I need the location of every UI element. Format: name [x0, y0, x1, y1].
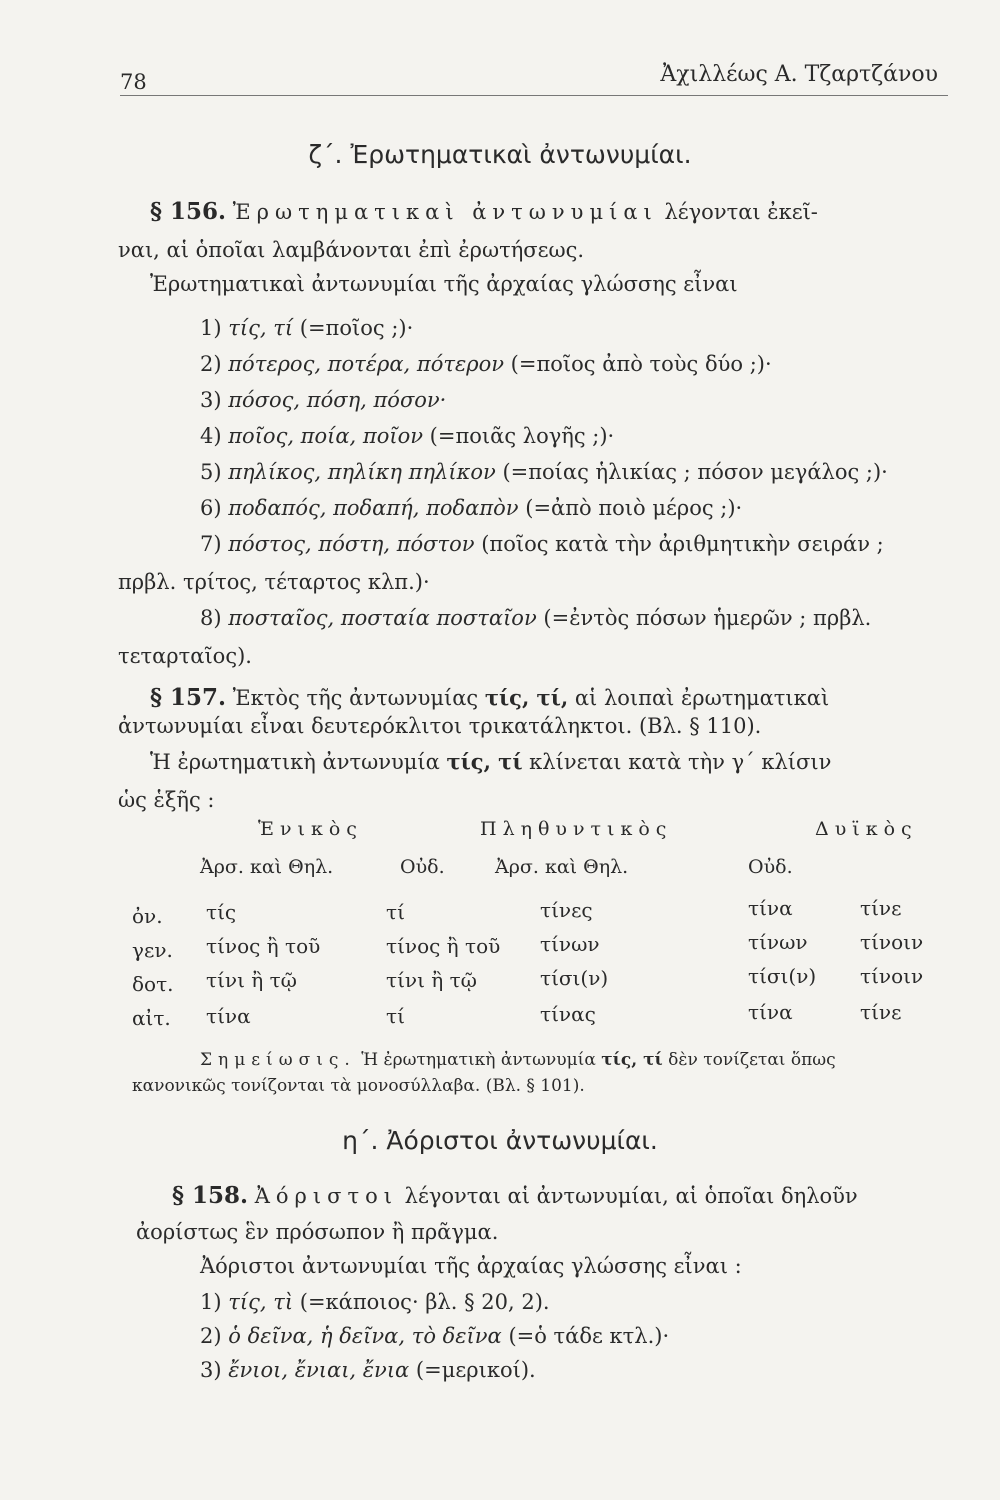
table-cell: τίνι ἢ τῷ — [206, 968, 297, 992]
table-cell: τίνα — [206, 1004, 251, 1028]
page-header — [120, 62, 950, 92]
list-item: 7) πόστος, πόστη, πόστον (ποῖος κατὰ τὴν ἀριθμητικὴν σειράν ; — [200, 532, 884, 556]
list-item: 3) πόσος, πόση, πόσον· — [200, 388, 447, 412]
table-cell: τίνοιν — [860, 964, 924, 988]
table-cell: τί — [386, 1004, 405, 1028]
list-item: 1) τίς, τὶ (=κάποιος· βλ. § 20, 2). — [200, 1290, 550, 1314]
paragraph-156-line-3: Ἐρωτηματικαὶ ἀντωνυμίαι τῆς ἀρχαίας γλώσσης εἶναι — [150, 272, 738, 296]
table-cell-case: γεν. — [132, 938, 173, 962]
list-item-continuation: τεταρταῖος). — [118, 644, 252, 668]
table-cell: τίσι(ν) — [748, 964, 817, 988]
table-cell: τίνων — [540, 932, 600, 956]
table-cell: τί — [386, 900, 405, 924]
table-cell: τίσι(ν) — [540, 966, 609, 990]
paragraph-157-line-3: Ἡ ἐρωτηματικὴ ἀντωνυμία τίς, τί κλίνεται κατὰ τὴν γ΄ κλίσιν — [150, 749, 832, 774]
col-header-gender: Ἀρσ. καὶ Θηλ. — [495, 856, 629, 878]
section-heading-indefinite: η΄. Ἀόριστοι ἀντωνυμίαι. — [342, 1126, 658, 1155]
table-cell: τίνοιν — [860, 930, 924, 954]
col-header-plural: Πληθυντικὸς — [480, 818, 673, 840]
table-cell: τίνος ἢ τοῦ — [386, 934, 501, 958]
paragraph-158-line-2: ἀορίστως ἓν πρόσωπον ἢ πρᾶγμα. — [136, 1220, 499, 1244]
list-item: 6) ποδαπός, ποδαπή, ποδαπὸν (=ἀπὸ ποιὸ μέρος ;)· — [200, 496, 743, 520]
paragraph-156-line-1: § 156. Ἐρωτηματικαὶ ἀντωνυμίαι λέγονται ἐκεῖ- — [150, 198, 818, 225]
paragraph-157-line-2: ἀντωνυμίαι εἶναι δευτερόκλιτοι τρικατάληκτοι. (Βλ. § 110). — [118, 714, 762, 738]
note-label: Σημείωσις. — [200, 1050, 356, 1070]
section-number: § 156. — [150, 198, 227, 225]
list-item-continuation: πρβλ. τρίτος, τέταρτος κλπ.)· — [118, 570, 430, 594]
table-cell: τίνε — [860, 896, 902, 920]
section-number: § 157. — [150, 684, 227, 711]
term: Ἀόριστοι — [254, 1184, 398, 1208]
list-item: 2) πότερος, ποτέρα, πότερον (=ποῖος ἀπὸ τοὺς δύο ;)· — [200, 352, 772, 376]
table-cell: τίνα — [748, 1000, 793, 1024]
list-item: 1) τίς, τί (=ποῖος ;)· — [200, 316, 414, 340]
paragraph-156-line-2: ναι, αἱ ὁποῖαι λαμβάνονται ἐπὶ ἐρωτήσεως. — [118, 238, 585, 262]
table-cell: τίνος ἢ τοῦ — [206, 934, 321, 958]
list-item: 5) πηλίκος, πηλίκη πηλίκον (=ποίας ἡλικίας ; πόσον μεγάλος ;)· — [200, 460, 888, 484]
list-item: 3) ἔνιοι, ἔνιαι, ἔνια (=μερικοί). — [200, 1358, 536, 1382]
table-cell: τίνων — [748, 930, 808, 954]
table-cell-case: αἰτ. — [132, 1006, 171, 1030]
list-item: 8) ποσταῖος, ποσταία ποσταῖον (=ἐντὸς πόσων ἡμερῶν ; πρβλ. — [200, 606, 872, 630]
table-cell-case: δοτ. — [132, 972, 174, 996]
paragraph-158-line-3: Ἀόριστοι ἀντωνυμίαι τῆς ἀρχαίας γλώσσης εἶναι : — [200, 1254, 742, 1278]
table-cell: τίς — [206, 900, 237, 924]
section-number: § 158. — [172, 1182, 249, 1209]
note-line-2: κανονικῶς τονίζονται τὰ μονοσύλλαβα. (Βλ. § 101). — [132, 1076, 585, 1096]
table-cell-case: ὀν. — [132, 904, 163, 928]
list-item: 4) ποῖος, ποία, ποῖον (=ποιᾶς λογῆς ;)· — [200, 424, 615, 448]
page-number: 78 — [120, 70, 147, 94]
term: Ἐρωτηματικαὶ ἀντωνυμίαι — [232, 200, 658, 224]
col-header-gender: Ἀρσ. καὶ Θηλ. — [200, 856, 334, 878]
col-header-gender: Οὐδ. — [400, 856, 445, 878]
col-header-singular: Ἑνικὸς — [258, 818, 363, 840]
table-cell: τίνες — [540, 898, 593, 922]
paragraph-158-line-1: § 158. Ἀόριστοι λέγονται αἱ ἀντωνυμίαι, αἱ ὁποῖαι δηλοῦν — [172, 1182, 858, 1209]
table-cell: τίνα — [748, 896, 793, 920]
table-cell: τίνε — [860, 1000, 902, 1024]
table-cell: τίνας — [540, 1002, 596, 1026]
header-rule — [120, 95, 948, 96]
list-item: 2) ὁ δεῖνα, ἡ δεῖνα, τὸ δεῖνα (=ὁ τάδε κτλ.)· — [200, 1324, 670, 1348]
note-line-1: Σημείωσις. Ἡ ἐρωτηματικὴ ἀντωνυμία τίς, τί δὲν τονίζεται ὅπως — [200, 1050, 836, 1070]
paragraph-157-line-4: ὡς ἑξῆς : — [118, 788, 215, 812]
running-title: Ἀχιλλέως Α. Τζαρτζάνου — [660, 62, 938, 87]
paragraph-157-line-1: § 157. Ἐκτὸς τῆς ἀντωνυμίας τίς, τί, αἱ λοιπαὶ ἐρωτηματικαὶ — [150, 684, 830, 711]
col-header-dual: Δυϊκὸς — [815, 818, 918, 840]
table-cell: τίνι ἢ τῷ — [386, 968, 477, 992]
col-header-gender: Οὐδ. — [748, 856, 793, 878]
section-heading-interrogative: ζ΄. Ἐρωτηματικαὶ ἀντωνυμίαι. — [308, 140, 692, 169]
